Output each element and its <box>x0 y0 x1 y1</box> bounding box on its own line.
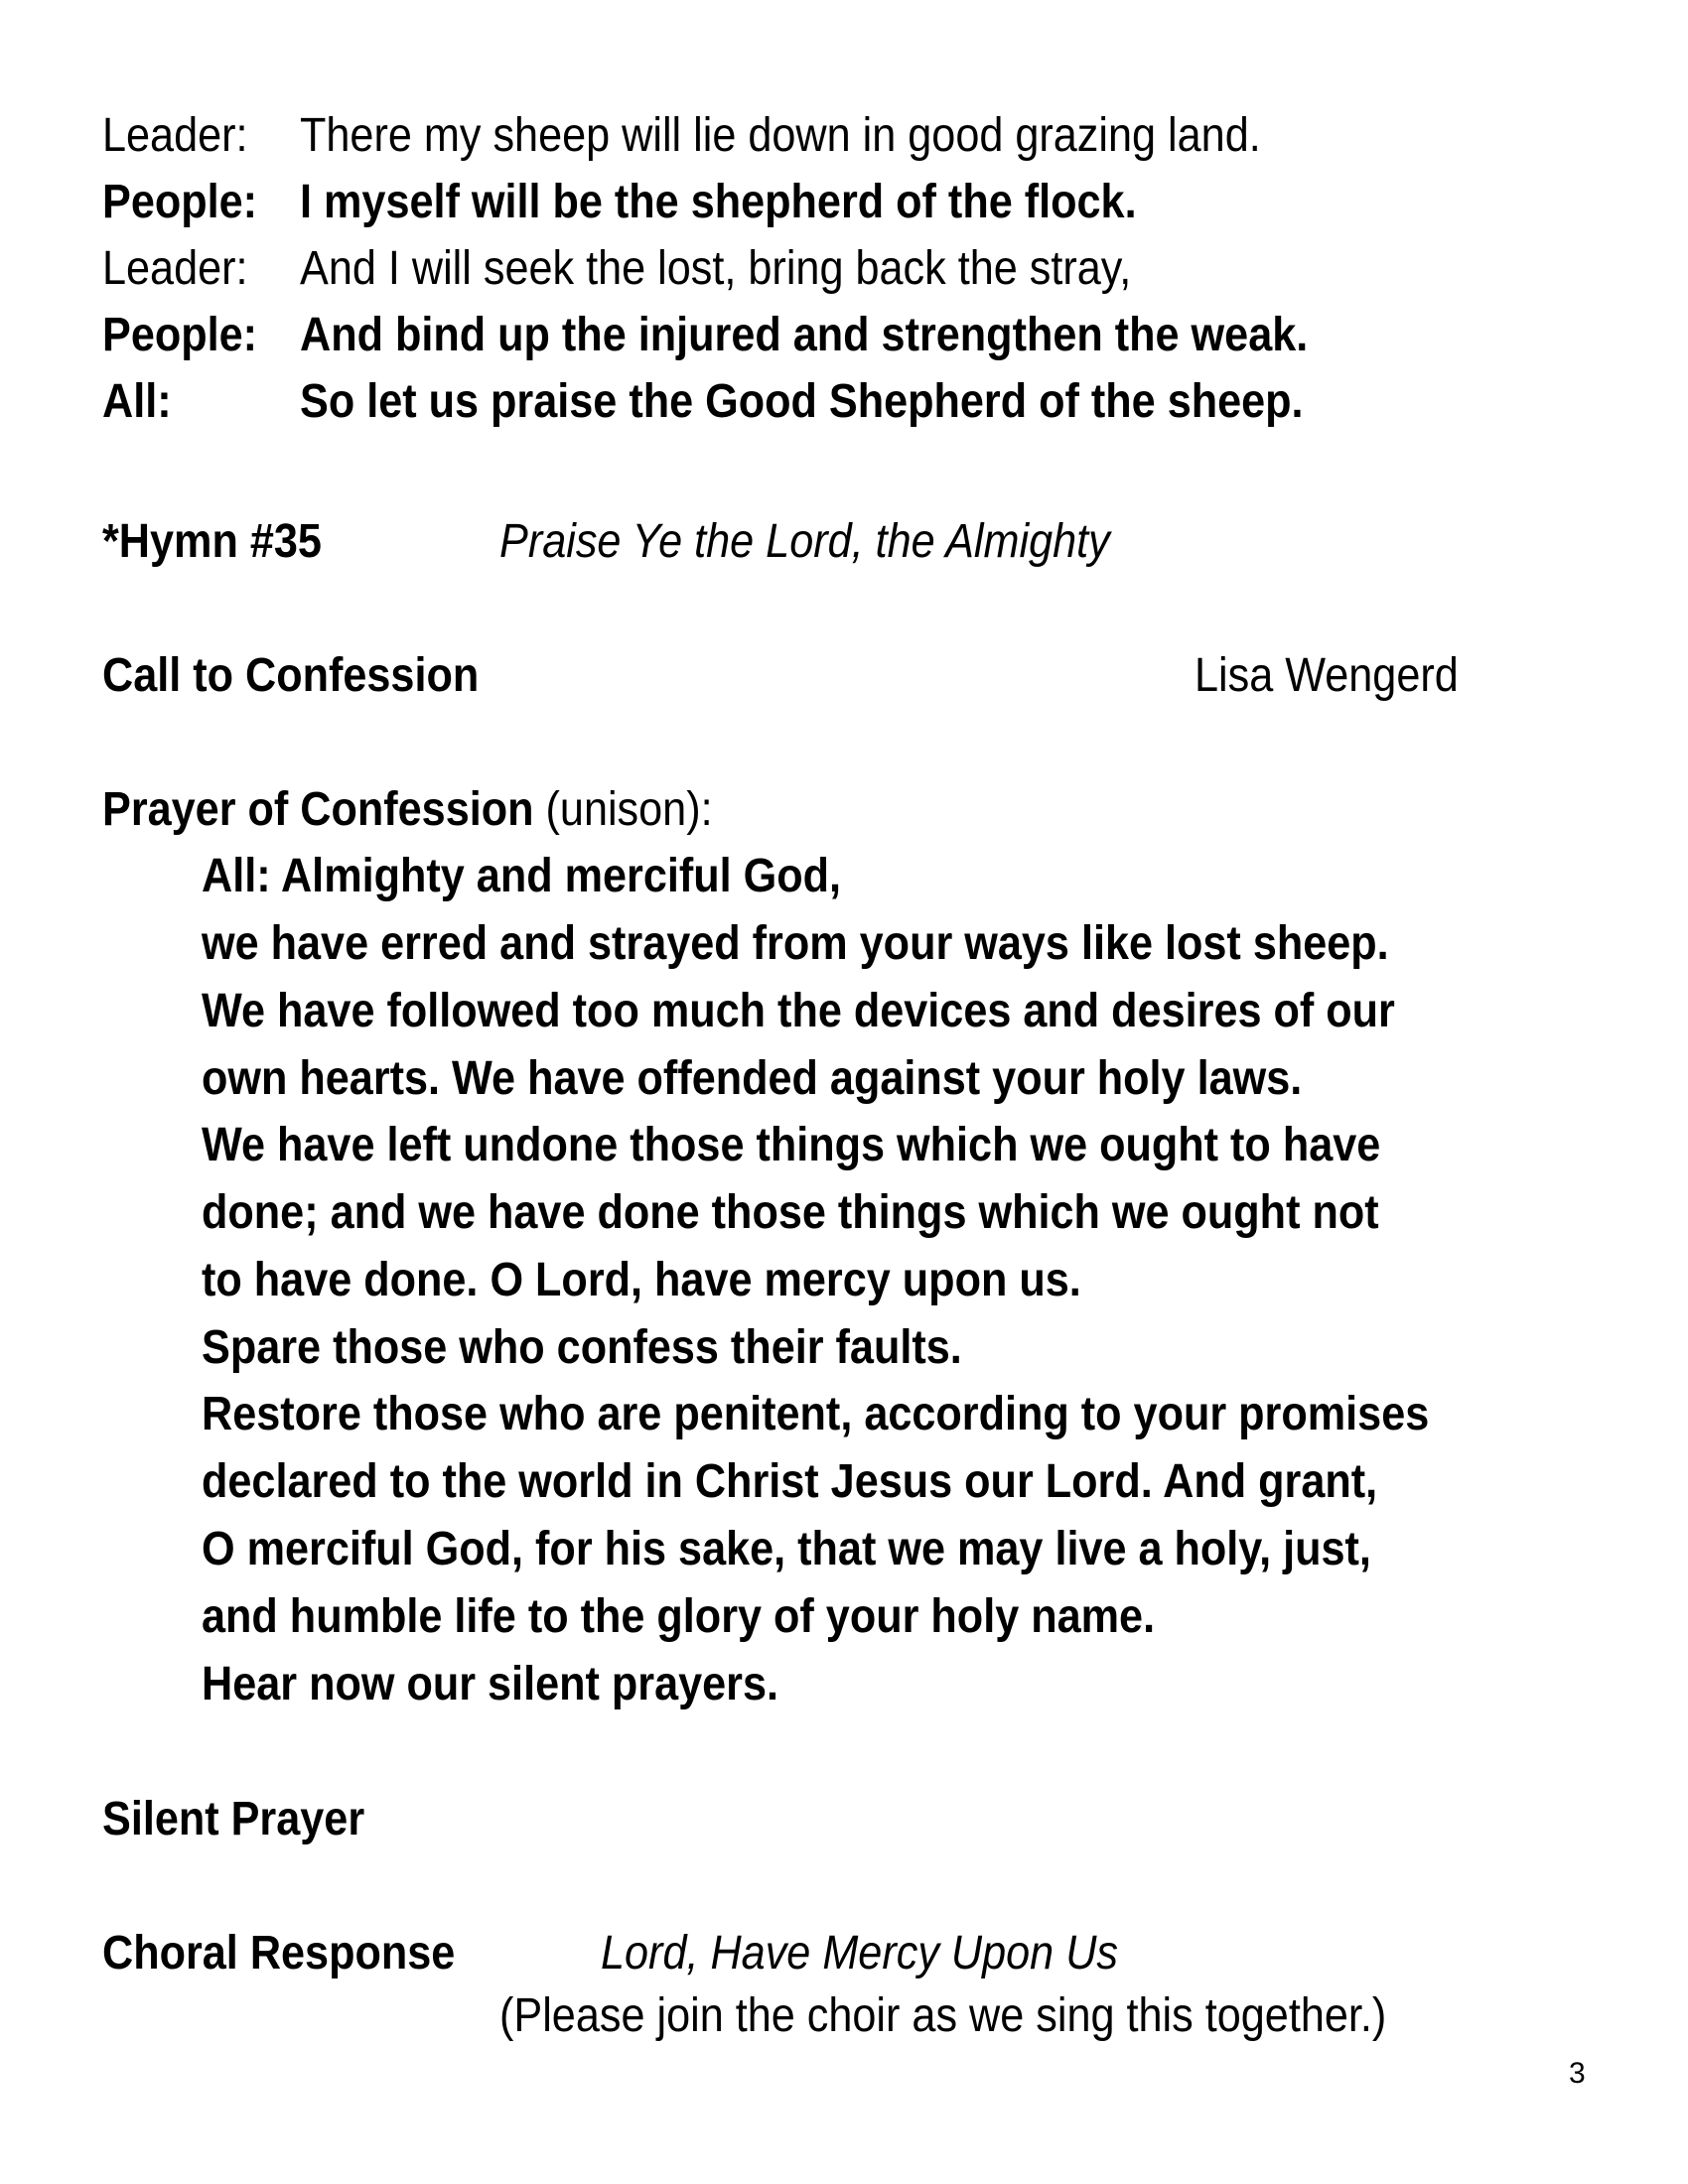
prayer-line: done; and we have done those things which we ought not <box>202 1186 1379 1239</box>
prayer-of-confession-heading <box>102 783 713 836</box>
litany-text: I myself will be the shepherd of the flock. <box>300 176 1137 228</box>
litany-speaker: People: <box>102 176 258 228</box>
call-to-confession-label: Call to Confession <box>102 649 480 702</box>
prayer-line: Restore those who are penitent, according to your promises <box>202 1388 1430 1440</box>
litany-text: And I will seek the lost, bring back the stray, <box>300 242 1132 295</box>
prayer-of-confession-note: (unison): <box>545 783 713 836</box>
prayer-line: we have erred and strayed from your ways like lost sheep. <box>202 917 1389 970</box>
prayer-of-confession-label: Prayer of Confession <box>102 783 534 836</box>
choral-response-title: Lord, Have Mercy Upon Us <box>601 1927 1119 1979</box>
prayer-line: We have followed too much the devices and desires of our <box>202 985 1395 1037</box>
hymn-label: *Hymn #35 <box>102 515 322 568</box>
prayer-line: declared to the world in Christ Jesus our Lord. And grant, <box>202 1455 1378 1508</box>
prayer-line: to have done. O Lord, have mercy upon us. <box>202 1254 1081 1306</box>
litany-text: There my sheep will lie down in good grazing land. <box>300 109 1261 162</box>
silent-prayer-label: Silent Prayer <box>102 1793 365 1845</box>
hymn-title: Praise Ye the Lord, the Almighty <box>499 515 1110 568</box>
prayer-line: own hearts. We have offended against your holy laws. <box>202 1052 1303 1105</box>
choral-response-label: Choral Response <box>102 1927 456 1979</box>
litany-speaker: People: <box>102 309 258 361</box>
call-to-confession-leader: Lisa Wengerd <box>1195 649 1459 702</box>
prayer-line: Spare those who confess their faults. <box>202 1321 962 1374</box>
litany-speaker: Leader: <box>102 242 248 295</box>
litany-text: So let us praise the Good Shepherd of the sheep. <box>300 375 1304 428</box>
page-number: 3 <box>1569 2057 1586 2090</box>
litany-text: And bind up the injured and strengthen the weak. <box>300 309 1309 361</box>
prayer-line: O merciful God, for his sake, that we may live a holy, just, <box>202 1523 1371 1575</box>
prayer-line: Hear now our silent prayers. <box>202 1658 778 1710</box>
litany-speaker: Leader: <box>102 109 248 162</box>
prayer-line: and humble life to the glory of your holy name. <box>202 1590 1156 1643</box>
choral-response-note: (Please join the choir as we sing this together.) <box>499 1989 1387 2042</box>
prayer-line: All: Almighty and merciful God, <box>202 850 842 902</box>
litany-speaker: All: <box>102 375 172 428</box>
prayer-line: We have left undone those things which we ought to have <box>202 1119 1381 1171</box>
